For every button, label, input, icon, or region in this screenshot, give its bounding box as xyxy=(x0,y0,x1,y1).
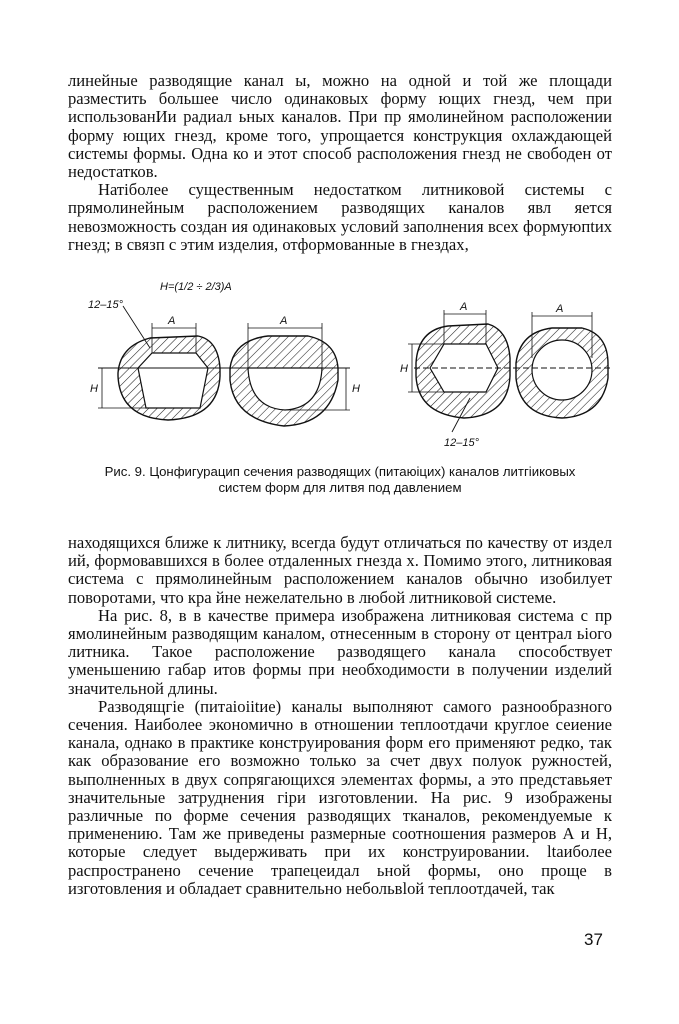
label-a-3: A xyxy=(460,301,468,313)
label-a-4: A xyxy=(556,303,564,315)
paragraph-2: Натiболее существенным недостатком литниковой системы с прямолинейным расположением разводящих каналов явл яется невозможность создан ия одинаковых условий заполнения всех формуюпtих гнезд; в связп с этим изделия, отформованные в гнездах, xyxy=(68,180,612,254)
figure-caption xyxy=(68,464,612,496)
angle-label-right: 12–15° xyxy=(444,437,479,449)
channel-cross-sections-figure xyxy=(68,268,612,458)
bottom-text-block xyxy=(68,534,612,898)
formula-label: H=(1/2 ÷ 2/3)A xyxy=(160,281,232,293)
label-a-2: A xyxy=(280,315,288,327)
label-h-2: H xyxy=(352,383,360,395)
label-h-3: H xyxy=(400,363,408,375)
paragraph-5: Разводящгiе (питаiоiitие) каналы выполняют самого разнообразного сечения. Наиболее экономично в отношении теплоотдачи круглое сеиение канала, однако в практике конструирования форм его применяют редко, так как образование его возможно только за счет двух полуок ружностей, выполненных в двух сопрягающихся элементах формы, а это представьяет значительные затруднения гiри изготовлении. На рис. 9 изображены различные по форме сечения разводящих тканалов, рекомендуемые к применению. Там же приведены размерные соотношения размеров А и Н, которые следует выдерживать при их конструировании. ltаиболее распространено сечение трапецеидал ьной формы, оно прощe в изготовления и обладает сравнительно небольвlой теплоотдачей, так xyxy=(68,696,612,898)
paragraph-3: находящихся ближе к литнику, всегда будут отличаться по качеству от издел ий, формовавшихся в более отдаленных гнезда х. Помимо этого, литниковая система с прямолинейным расположением каналов обычно изобилует поворотами, что кра йне нежелательно в любой литниковой системе. xyxy=(68,533,612,607)
paragraph-1: линейные разводящие канал ы, можно на одной и той же площади разместить большее число одинаковых форму ющих гнезд, чем при использованИи радиал ьных каналов. При пр ямолинейном расположении форму ющих гнезд, кроме того, упрощается конструкция охлаждающей системы формы. Одна ко и этот способ расположения гнезд не свободен от недостатков. xyxy=(68,71,612,182)
section-hexagon xyxy=(400,301,514,449)
paragraph-4: На рис. 8, в в качестве примера изображена литниковая система с пр ямолинейным разводящим каналом, отнесенным в сторону от централ ьiого литника. Такое расположение разводящего канала способствует уменьшению габар итов формы при необходимости в получении изделий значительной длины. xyxy=(68,605,612,698)
label-a-1: A xyxy=(168,315,176,327)
section-trapezoid xyxy=(90,315,228,420)
angle-label-left: 12–15° xyxy=(88,299,123,311)
top-text-block xyxy=(68,72,612,254)
caption-line-2: систем форм для литвя под давлением xyxy=(218,480,462,495)
figure-9 xyxy=(68,268,612,458)
section-semicircle xyxy=(228,315,360,426)
page-number: 37 xyxy=(584,930,603,949)
section-circle xyxy=(514,303,610,418)
caption-line-1: Рис. 9. Цонфигурацип сечения разводящих (питаюiцих) каналов литгiиковых xyxy=(104,464,576,479)
label-h-1: H xyxy=(90,383,98,395)
